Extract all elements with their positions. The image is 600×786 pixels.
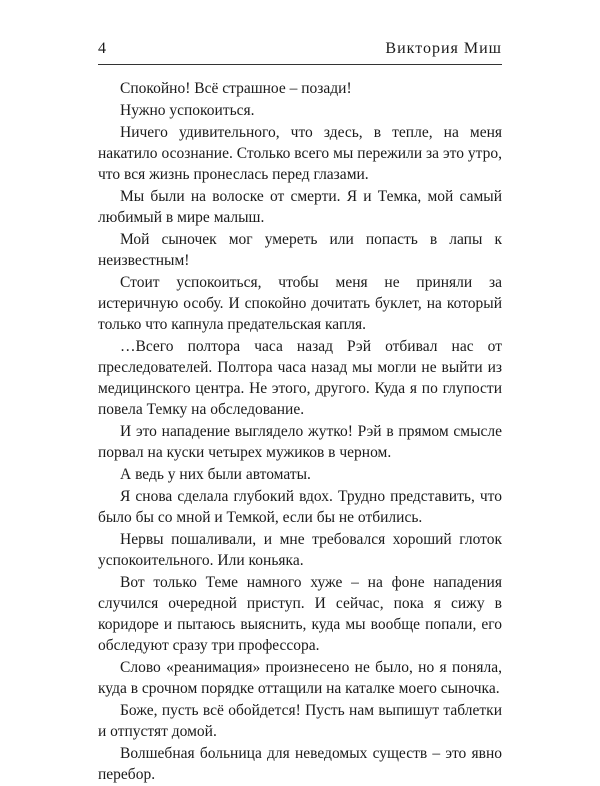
paragraph: Волшебная больница для неведомых существ – это явно перебор. — [98, 745, 502, 783]
paragraph: Слово «реанимация» произнесено не было, но я поняла, куда в срочном порядке оттащили на каталке моего сыночка. — [98, 659, 502, 697]
running-head — [98, 38, 502, 65]
paragraph: Мой сыночек мог умереть или попасть в лапы к неизвестным! — [98, 231, 502, 269]
paragraph: Спокойно! Всё страшное – позади! — [120, 80, 352, 97]
body-text — [98, 78, 502, 786]
paragraph: И это нападение выглядело жутко! Рэй в прямом смысле порвал на куски четырех мужиков в черном. — [98, 423, 502, 461]
paragraph: Стоит успокоиться, чтобы меня не приняли за истеричную особу. И спокойно дочитать буклет, на который только что капнула предательская капля. — [98, 274, 502, 333]
paragraph: Нервы пошаливали, и мне требовался хороший глоток успокоительного. Или коньяка. — [98, 531, 502, 569]
paragraph: Ничего удивительного, что здесь, в тепле, на меня накатило осознание. Столько всего мы пережили за это утро, что вся жизнь пронеслась перед глазами. — [98, 124, 502, 183]
book-author: Виктория Миш — [385, 40, 502, 57]
paragraph: …Всего полтора часа назад Рэй отбивал нас от преследователей. Полтора часа назад мы могли не выйти из медицинского центра. Не этого, другого. Куда я по глупости повела Темку на обследование. — [98, 338, 502, 418]
paragraph: Я снова сделала глубокий вдох. Трудно представить, что было бы со мной и Темкой, если бы не отбились. — [98, 488, 502, 526]
paragraph: Мы были на волоске от смерти. Я и Темка, мой самый любимый в мире малыш. — [98, 188, 502, 226]
paragraph: Боже, пусть всё обойдется! Пусть нам выпишут таблетки и отпустят домой. — [98, 702, 502, 740]
paragraph: Вот только Теме намного хуже – на фоне нападения случился очередной приступ. И сейчас, пока я сижу в коридоре и пытаюсь выяснить, куда мы вообще попали, его обследуют сразу три профессора. — [98, 574, 502, 654]
page-number: 4 — [98, 40, 107, 57]
paragraph: Нужно успокоиться. — [120, 102, 255, 119]
paragraph: А ведь у них были автоматы. — [120, 466, 311, 483]
